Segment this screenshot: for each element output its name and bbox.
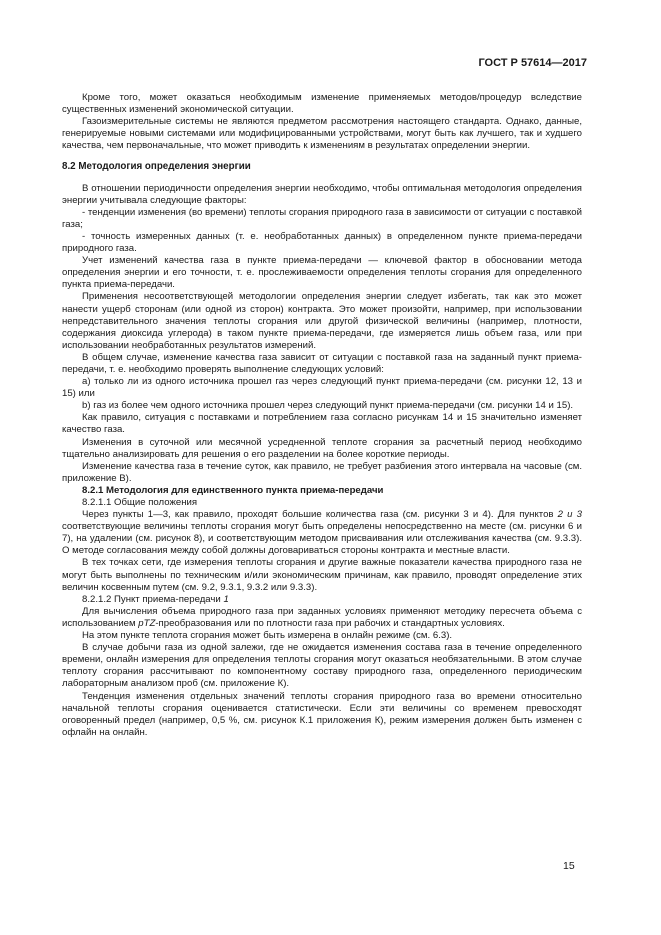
subsection-title: 8.2.1.2 Пункт приема-передачи 1 [82, 593, 229, 605]
list-item: - тенденции изменения (во времени) теплоты сгорания природного газа в зависимости от ситуации с поставкой газа; [62, 206, 582, 230]
list-item: а) только ли из одного источника прошел газ через следующий пункт приема-передачи (см. рисунки 12, 13 и 15) или [62, 376, 582, 400]
paragraph: Тенденция изменения отдельных значений теплоты сгорания природного газа во времени относительно начальной теплоты сгорания оценивается статистически. Если эти величины со временем превосходят оговоренный предел (например, 0,5 %, см. рисунок К.1 приложения К), режим измерения должен быть изменен с офлайн на онлайн. [62, 690, 582, 738]
paragraph: Как правило, ситуация с поставками и потреблением газа согласно рисункам 14 и 15 значительно изменяет качество газа. [62, 412, 582, 436]
section-heading-8-2-1: 8.2.1 Методология для единственного пункта приема-передачи [82, 484, 384, 496]
subsection-title: 8.2.1.1 Общие положения [82, 497, 198, 508]
section-heading-8-2: 8.2 Методология определения энергии [62, 161, 251, 173]
paragraph: Учет изменений качества газа в пункте приема-передачи — ключевой фактор в обосновании метода определения энергии и его точности, т. е. прослеживаемости определения теплоты сгорания для определенного пункта приема-передачи. [62, 255, 582, 291]
paragraph: Изменение качества газа в течение суток, как правило, не требует разбиения этого интервала на часовые (см. приложение В). [62, 460, 582, 484]
paragraph: Кроме того, может оказаться необходимым изменение применяемых методов/процедур вследствие существенных изменений экономической ситуации. [62, 92, 582, 116]
list-item: b) газ из более чем одного источника прошел через следующий пункт приема-передачи (см. рисунки 14 и 15). [82, 400, 574, 412]
paragraph: Для вычисления объема природного газа при заданных условиях применяют методику пересчета объема с использованием pTZ-преобразования или по плотности газа при рабочих и стандартных условиях. [62, 605, 582, 629]
paragraph: На этом пункте теплота сгорания может быть измерена в онлайн режиме (см. 6.3). [82, 630, 453, 642]
document-code: ГОСТ Р 57614—2017 [478, 57, 587, 69]
paragraph: В общем случае, изменение качества газа зависит от ситуации с поставкой газа на заданный пункт приема-передачи, т. е. необходимо проверять выполнение следующих условий: [62, 351, 582, 375]
page-number: 15 [563, 860, 575, 872]
paragraph: В случае добычи газа из одной залежи, где не ожидается изменения состава газа в течение определенного времени, онлайн измерения для определения теплоты сгорания могут оказаться необязательными. В этом случае теплоту сгорания рассчитывают по компонентному составу природного газа, определенного периодическим лабораторным анализом проб (см. приложение К). [62, 642, 582, 690]
list-item: - точность измеренных данных (т. е. необработанных данных) в определенном пункте приема-передачи природного газа. [62, 230, 582, 255]
paragraph: В отношении периодичности определения энергии необходимо, чтобы оптимальная методология определения энергии учитывала следующие факторы: [62, 182, 582, 206]
paragraph: Через пункты 1—3, как правило, проходят большие количества газа (см. рисунки 3 и 4). Для пунктов 2 и 3 соответствующие величины теплоты сгорания могут быть определены непосредственно на месте (см. рисунки 6 и 7), на удалении (см. рисунок 8), и соответствующим методом присваивания или отслеживания качества (см. 9.3.3). О методе согласования между собой должны договариваться стороны контракта и местные власти. [62, 509, 582, 557]
paragraph: В тех точках сети, где измерения теплоты сгорания и другие важные показатели качества природного газа не могут быть выполнены по техническим и/или экономическим причинам, как правило, проводят определение этих величин косвенным путем (см. 9.2, 9.3.1, 9.3.2 или 9.3.3). [62, 557, 582, 593]
paragraph: Применения несоответствующей методологии определения энергии следует избегать, так как это может нанести ущерб сторонам (или одной из сторон) контракта. Это может произойти, например, при использовании непредставительного значения теплоты сгорания или другой физической величины (например, плотности, содержания диоксида углерода) в таком пункте приема-передачи, где измеряется лишь объем газа, или при использовании необработанных результатов измерений. [62, 291, 582, 351]
page-body [62, 92, 582, 739]
paragraph: Газоизмерительные системы не являются предметом рассмотрения настоящего стандарта. Однако, данные, генерируемые новыми системами или модифицированными устройствами, могут быть как лучшего, так и худшего качества, чем первоначальные, что может приводить к изменениям в результатах определении энергии. [62, 116, 582, 152]
paragraph: Изменения в суточной или месячной усредненной теплоте сгорания за расчетный период необходимо тщательно анализировать для решения о его разделении на более короткие периоды. [62, 436, 582, 460]
